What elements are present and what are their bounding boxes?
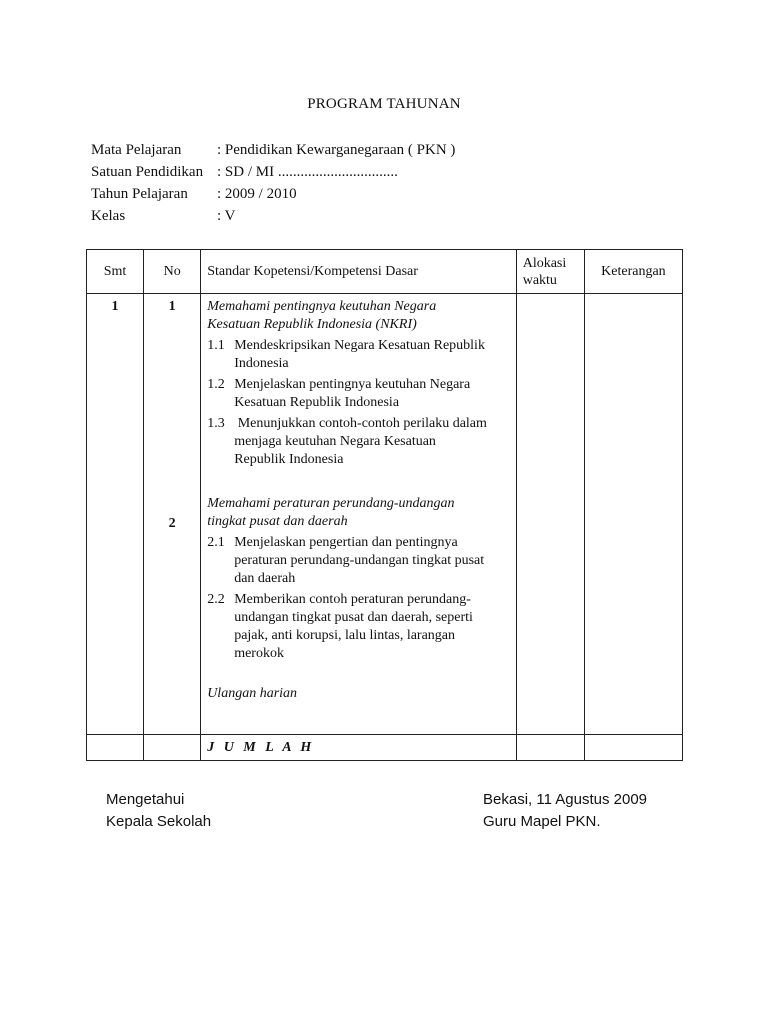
- meta-row-kelas: [91, 205, 455, 227]
- sk-title-line: Memahami peraturan perundang-undangan: [207, 496, 455, 511]
- sk-title-1: [207, 298, 510, 334]
- signature-right-line2: Guru Mapel PKN.: [483, 813, 601, 830]
- signature-left-line1: Mengetahui: [106, 791, 185, 808]
- kd-number: 2.2: [207, 592, 225, 607]
- jumlah-label: J U M L A H: [201, 735, 517, 761]
- kd-item-1-2: [207, 376, 510, 412]
- ulangan-harian: Ulangan harian: [207, 686, 298, 701]
- meta-row-satuan-pendidikan: [91, 161, 455, 183]
- no-value-2: 2: [168, 516, 176, 531]
- kd-number: 1.1: [207, 338, 225, 353]
- kd-text: [234, 376, 510, 412]
- signature-left-line2: Kepala Sekolah: [106, 813, 212, 830]
- kd-line: Republik Indonesia: [234, 452, 344, 467]
- table-row: [87, 294, 683, 735]
- kd-line: dan daerah: [234, 571, 296, 586]
- kd-line: undangan tingkat pusat dan daerah, seperti: [234, 610, 473, 625]
- jumlah-keterangan-cell: [584, 735, 682, 761]
- kd-text: [234, 415, 510, 469]
- kd-line: pajak, anti korupsi, lalu lintas, larangan: [234, 628, 456, 643]
- jumlah-alokasi-cell: [516, 735, 584, 761]
- jumlah-smt-cell: [87, 735, 144, 761]
- kd-text: [234, 534, 510, 588]
- header-keterangan: Keterangan: [584, 250, 682, 294]
- sk-title-line: tingkat pusat dan daerah: [207, 514, 348, 529]
- kd-line: peraturan perundang-undangan tingkat pusat: [234, 553, 485, 568]
- meta-label: Mata Pelajaran: [91, 142, 182, 158]
- no-cell: [144, 294, 201, 735]
- meta-info: [91, 139, 455, 227]
- kd-line: Mendeskripsikan Negara Kesatuan Republik: [234, 338, 485, 353]
- smt-cell: [87, 294, 144, 735]
- meta-row-tahun-pelajaran: [91, 183, 455, 205]
- kd-line: Menunjukkan contoh-contoh perilaku dalam: [234, 416, 487, 431]
- meta-value: : SD / MI ................................: [217, 164, 398, 180]
- kd-text: [234, 337, 510, 373]
- no-value-1: 1: [168, 299, 176, 314]
- signature-right-line1: Bekasi, 11 Agustus 2009: [483, 791, 648, 808]
- header-standar: Standar Kopetensi/Kompetensi Dasar: [201, 250, 517, 294]
- header-no: No: [144, 250, 201, 294]
- meta-value: : Pendidikan Kewarganegaraan ( PKN ): [217, 142, 456, 158]
- signature-right: [483, 789, 647, 833]
- kd-line: menjaga keutuhan Negara Kesatuan: [234, 434, 436, 449]
- jumlah-no-cell: [144, 735, 201, 761]
- kd-item-1-1: [207, 337, 510, 373]
- sk-title-line: Memahami pentingnya keutuhan Negara: [207, 299, 437, 314]
- document-title: PROGRAM TAHUNAN: [307, 96, 461, 112]
- smt-value: 1: [111, 299, 119, 314]
- kd-line: merokok: [234, 646, 284, 661]
- standar-cell: [201, 294, 517, 735]
- signature-left: [106, 789, 211, 833]
- kd-line: Menjelaskan pentingnya keutuhan Negara: [234, 377, 471, 392]
- meta-label: Kelas: [91, 208, 126, 224]
- kd-item-2-1: [207, 534, 510, 588]
- kd-number: 2.1: [207, 535, 225, 550]
- kd-line: Kesatuan Republik Indonesia: [234, 395, 400, 410]
- program-table: [86, 249, 683, 761]
- meta-label: Satuan Pendidikan: [91, 164, 204, 180]
- kd-number: 1.3: [207, 416, 225, 431]
- meta-row-mata-pelajaran: [91, 139, 455, 161]
- kd-line: Memberikan contoh peraturan perundang-: [234, 592, 471, 607]
- header-alokasi-line2: waktu: [522, 272, 557, 288]
- meta-value: : 2009 / 2010: [217, 186, 297, 202]
- jumlah-row: [87, 735, 683, 761]
- table-header-row: [87, 250, 683, 294]
- meta-label: Tahun Pelajaran: [91, 186, 188, 202]
- kd-line: Menjelaskan pengertian dan pentingnya: [234, 535, 458, 550]
- header-alokasi-line1: Alokasi: [522, 255, 567, 271]
- alokasi-cell: [516, 294, 584, 735]
- kd-line: Indonesia: [234, 356, 289, 371]
- header-smt: Smt: [87, 250, 144, 294]
- kd-item-2-2: [207, 591, 510, 663]
- kd-item-1-3: [207, 415, 510, 469]
- sk-title-2: [207, 495, 510, 531]
- header-alokasi: [516, 250, 584, 294]
- sk-title-line: Kesatuan Republik Indonesia (NKRI): [207, 317, 417, 332]
- meta-value: : V: [217, 208, 236, 224]
- kd-text: [234, 591, 510, 663]
- keterangan-cell: [584, 294, 682, 735]
- kd-number: 1.2: [207, 377, 225, 392]
